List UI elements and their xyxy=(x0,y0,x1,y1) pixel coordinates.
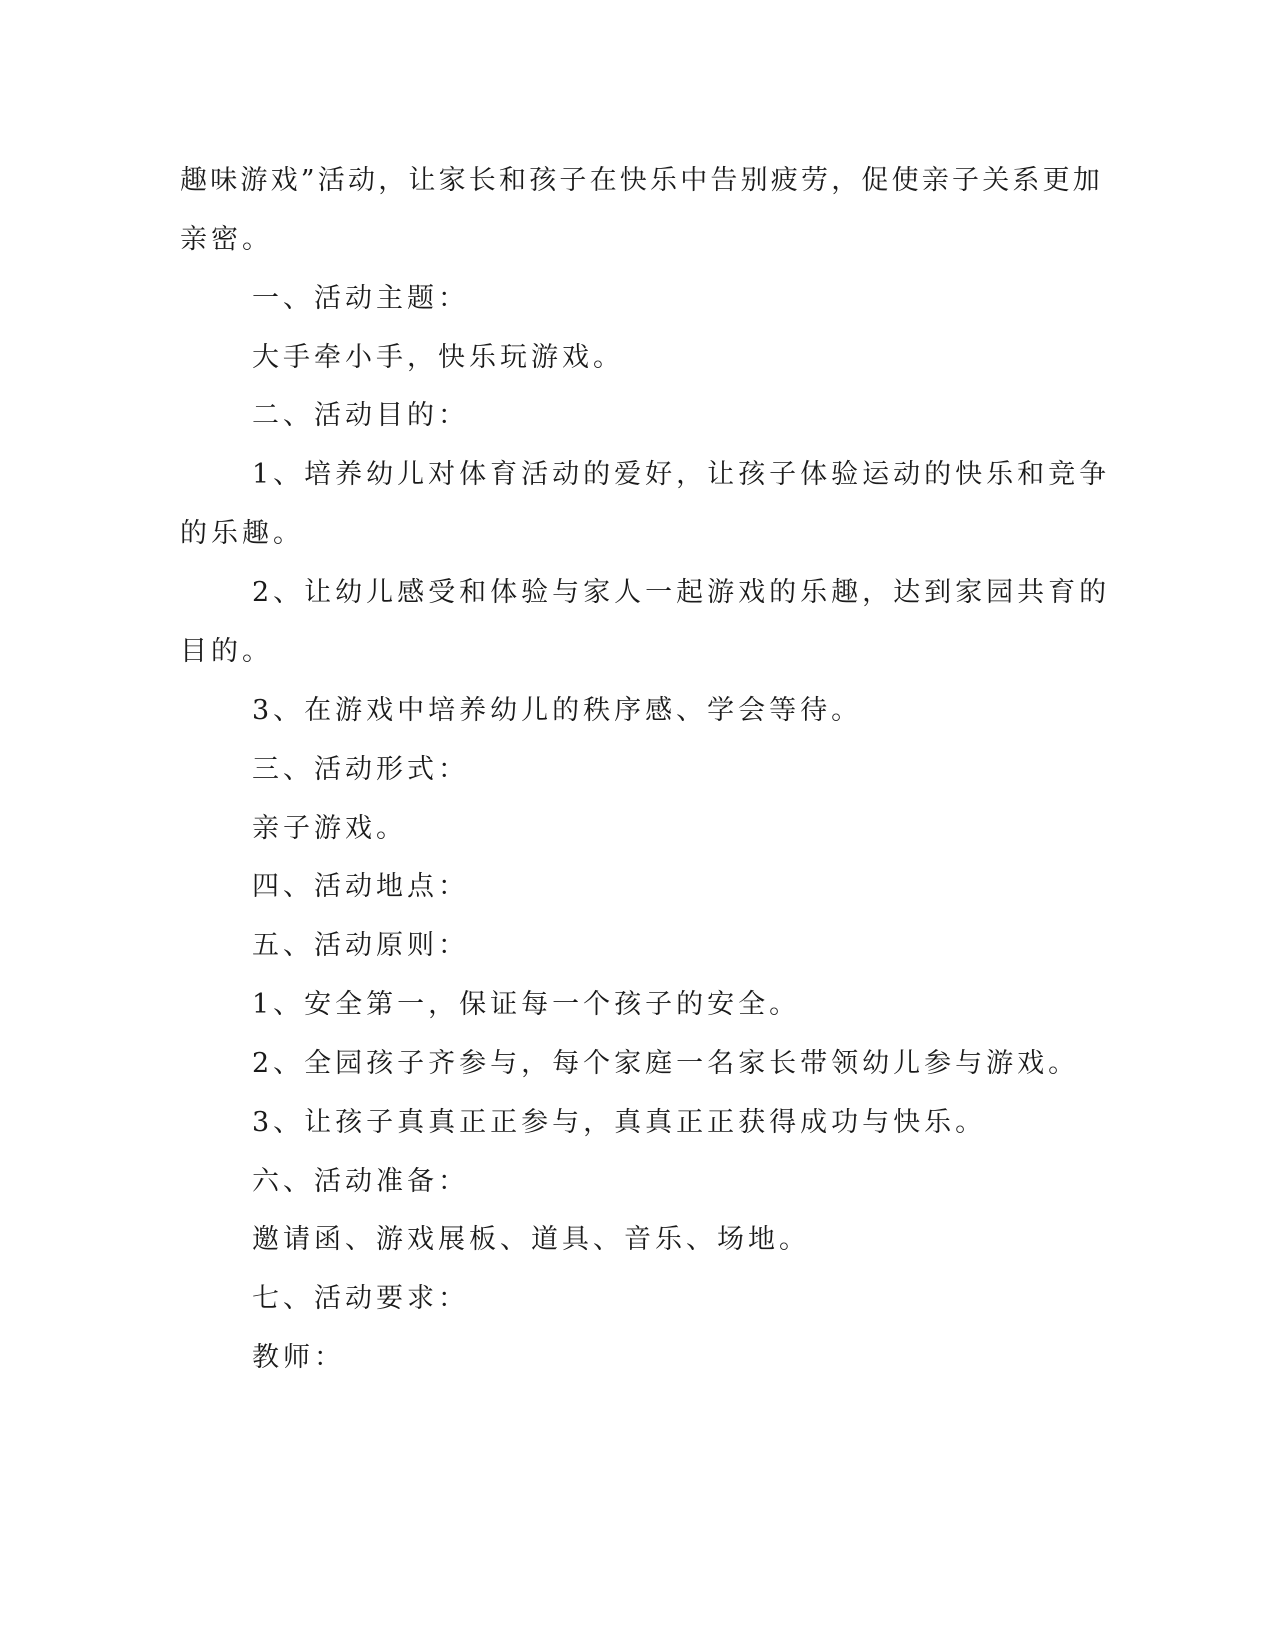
heading-activity-theme: 一、活动主题： xyxy=(252,283,469,314)
principle-item-2: 2、全园孩子齐参与，每个家庭一名家长带领幼儿参与游戏。 xyxy=(252,1048,1080,1079)
label-teacher: 教师： xyxy=(252,1342,345,1373)
principle-item-1: 1、安全第一，保证每一个孩子的安全。 xyxy=(252,989,801,1020)
purpose-item-2-line-2: 目的。 xyxy=(180,636,273,667)
heading-activity-form: 三、活动形式： xyxy=(252,754,469,785)
heading-activity-purpose: 二、活动目的： xyxy=(252,400,469,431)
text-activity-theme: 大手牵小手，快乐玩游戏。 xyxy=(252,342,624,373)
heading-activity-location: 四、活动地点： xyxy=(252,871,469,902)
paragraph-intro-line-2: 亲密。 xyxy=(180,224,273,255)
text-activity-form: 亲子游戏。 xyxy=(252,813,407,844)
purpose-item-2-line-1: 2、让幼儿感受和体验与家人一起游戏的乐趣，达到家园共育的 xyxy=(252,577,1111,608)
purpose-item-1-line-1: 1、培养幼儿对体育活动的爱好，让孩子体验运动的快乐和竞争 xyxy=(252,459,1111,490)
principle-item-3: 3、让孩子真真正正参与，真真正正获得成功与快乐。 xyxy=(252,1107,987,1138)
purpose-item-1-line-2: 的乐趣。 xyxy=(180,518,304,549)
heading-activity-principles: 五、活动原则： xyxy=(252,930,469,961)
heading-activity-preparation: 六、活动准备： xyxy=(252,1166,469,1197)
paragraph-intro-line-1: 趣味游戏”活动，让家长和孩子在快乐中告别疲劳，促使亲子关系更加 xyxy=(180,165,1104,196)
text-activity-preparation: 邀请函、游戏展板、道具、音乐、场地。 xyxy=(252,1224,810,1255)
purpose-item-3: 3、在游戏中培养幼儿的秩序感、学会等待。 xyxy=(252,695,863,726)
heading-activity-requirements: 七、活动要求： xyxy=(252,1283,469,1314)
